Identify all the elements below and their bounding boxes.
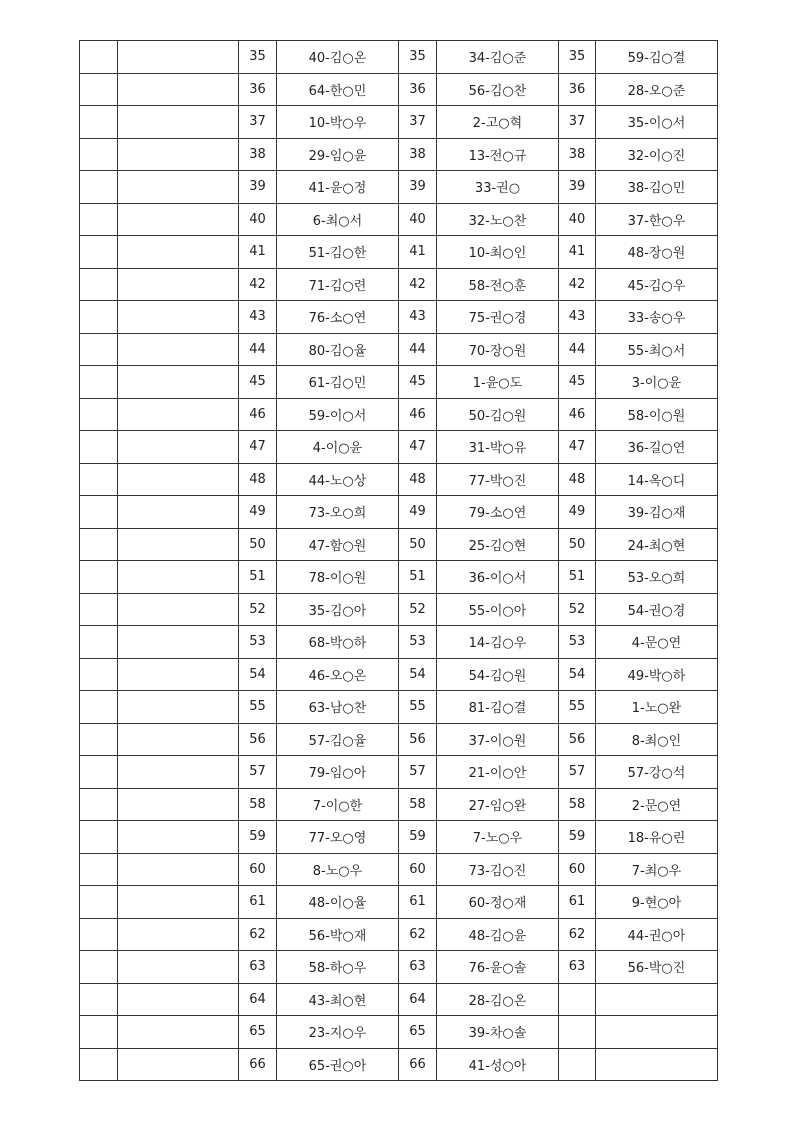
group3-number-cell: 55 — [559, 691, 596, 724]
group2-name-cell: 41-성○아 — [437, 1048, 559, 1081]
group3-name-cell: 37-한○우 — [596, 203, 718, 236]
blank-cell-2 — [118, 691, 239, 724]
group2-name-cell: 81-김○결 — [437, 691, 559, 724]
table-row — [80, 756, 718, 789]
blank-cell-2 — [118, 333, 239, 366]
group3-number-cell: 42 — [559, 268, 596, 301]
group1-name-cell: 63-남○찬 — [277, 691, 399, 724]
blank-cell-2 — [118, 1048, 239, 1081]
blank-cell-1 — [80, 398, 118, 431]
group3-name-cell: 35-이○서 — [596, 106, 718, 139]
group1-number-cell: 65 — [239, 1016, 277, 1049]
group3-number-cell — [559, 1048, 596, 1081]
blank-cell-1 — [80, 918, 118, 951]
group1-number-cell: 35 — [239, 41, 277, 74]
group2-number-cell: 49 — [399, 496, 437, 529]
group1-number-cell: 62 — [239, 918, 277, 951]
blank-cell-1 — [80, 1048, 118, 1081]
group3-number-cell: 46 — [559, 398, 596, 431]
group1-name-cell: 78-이○원 — [277, 561, 399, 594]
group2-number-cell: 42 — [399, 268, 437, 301]
group3-name-cell: 7-최○우 — [596, 853, 718, 886]
blank-cell-2 — [118, 366, 239, 399]
table-row — [80, 366, 718, 399]
group3-number-cell: 45 — [559, 366, 596, 399]
group2-name-cell: 33-권○ — [437, 171, 559, 204]
group1-number-cell: 44 — [239, 333, 277, 366]
group1-number-cell: 38 — [239, 138, 277, 171]
group1-name-cell: 7-이○한 — [277, 788, 399, 821]
group3-name-cell: 9-현○아 — [596, 886, 718, 919]
group3-number-cell: 49 — [559, 496, 596, 529]
group1-name-cell: 77-오○영 — [277, 821, 399, 854]
table-row — [80, 496, 718, 529]
blank-cell-1 — [80, 983, 118, 1016]
roster-table-body — [80, 41, 718, 1081]
group2-number-cell: 39 — [399, 171, 437, 204]
group3-number-cell: 53 — [559, 626, 596, 659]
table-row — [80, 41, 718, 74]
table-row — [80, 983, 718, 1016]
group3-number-cell: 41 — [559, 236, 596, 269]
group3-name-cell: 59-김○결 — [596, 41, 718, 74]
group2-name-cell: 14-김○우 — [437, 626, 559, 659]
group2-number-cell: 51 — [399, 561, 437, 594]
blank-cell-1 — [80, 853, 118, 886]
group3-name-cell: 36-길○연 — [596, 431, 718, 464]
blank-cell-2 — [118, 496, 239, 529]
blank-cell-1 — [80, 528, 118, 561]
table-row — [80, 788, 718, 821]
table-row — [80, 658, 718, 691]
group3-name-cell: 58-이○원 — [596, 398, 718, 431]
group2-name-cell: 55-이○아 — [437, 593, 559, 626]
group1-number-cell: 55 — [239, 691, 277, 724]
group3-number-cell: 54 — [559, 658, 596, 691]
blank-cell-1 — [80, 366, 118, 399]
blank-cell-2 — [118, 203, 239, 236]
blank-cell-1 — [80, 951, 118, 984]
blank-cell-2 — [118, 431, 239, 464]
group2-number-cell: 63 — [399, 951, 437, 984]
blank-cell-2 — [118, 593, 239, 626]
group3-number-cell: 61 — [559, 886, 596, 919]
group1-name-cell: 61-김○민 — [277, 366, 399, 399]
table-row — [80, 853, 718, 886]
group3-number-cell: 35 — [559, 41, 596, 74]
group2-name-cell: 54-김○원 — [437, 658, 559, 691]
group2-number-cell: 56 — [399, 723, 437, 756]
group3-name-cell: 24-최○현 — [596, 528, 718, 561]
group1-number-cell: 46 — [239, 398, 277, 431]
group2-name-cell: 1-윤○도 — [437, 366, 559, 399]
group3-name-cell — [596, 983, 718, 1016]
group2-name-cell: 58-전○훈 — [437, 268, 559, 301]
group2-number-cell: 46 — [399, 398, 437, 431]
group1-number-cell: 47 — [239, 431, 277, 464]
group3-name-cell: 54-권○경 — [596, 593, 718, 626]
group2-name-cell: 28-김○온 — [437, 983, 559, 1016]
group2-number-cell: 45 — [399, 366, 437, 399]
group1-name-cell: 40-김○온 — [277, 41, 399, 74]
group3-number-cell: 63 — [559, 951, 596, 984]
group1-name-cell: 10-박○우 — [277, 106, 399, 139]
group1-name-cell: 71-김○련 — [277, 268, 399, 301]
group3-name-cell: 56-박○진 — [596, 951, 718, 984]
group2-name-cell: 34-김○준 — [437, 41, 559, 74]
group1-name-cell: 80-김○율 — [277, 333, 399, 366]
group2-number-cell: 64 — [399, 983, 437, 1016]
table-row — [80, 593, 718, 626]
group1-number-cell: 39 — [239, 171, 277, 204]
group2-name-cell: 75-권○경 — [437, 301, 559, 334]
group2-name-cell: 25-김○현 — [437, 528, 559, 561]
group2-name-cell: 76-윤○솔 — [437, 951, 559, 984]
group2-name-cell: 37-이○원 — [437, 723, 559, 756]
group1-number-cell: 37 — [239, 106, 277, 139]
blank-cell-2 — [118, 658, 239, 691]
group3-number-cell: 40 — [559, 203, 596, 236]
blank-cell-2 — [118, 398, 239, 431]
blank-cell-2 — [118, 73, 239, 106]
table-row — [80, 171, 718, 204]
blank-cell-1 — [80, 333, 118, 366]
group1-number-cell: 54 — [239, 658, 277, 691]
group3-name-cell: 49-박○하 — [596, 658, 718, 691]
group1-number-cell: 58 — [239, 788, 277, 821]
group3-name-cell: 32-이○진 — [596, 138, 718, 171]
group3-name-cell: 3-이○윤 — [596, 366, 718, 399]
group3-number-cell: 36 — [559, 73, 596, 106]
blank-cell-1 — [80, 463, 118, 496]
group2-number-cell: 48 — [399, 463, 437, 496]
group1-number-cell: 52 — [239, 593, 277, 626]
group2-number-cell: 40 — [399, 203, 437, 236]
group3-name-cell: 1-노○완 — [596, 691, 718, 724]
group2-number-cell: 35 — [399, 41, 437, 74]
group3-number-cell: 58 — [559, 788, 596, 821]
blank-cell-2 — [118, 171, 239, 204]
table-row — [80, 203, 718, 236]
group1-name-cell: 79-임○아 — [277, 756, 399, 789]
table-row — [80, 561, 718, 594]
group1-number-cell: 63 — [239, 951, 277, 984]
blank-cell-1 — [80, 593, 118, 626]
blank-cell-1 — [80, 203, 118, 236]
blank-cell-1 — [80, 73, 118, 106]
group2-name-cell: 32-노○찬 — [437, 203, 559, 236]
group1-number-cell: 36 — [239, 73, 277, 106]
group2-number-cell: 37 — [399, 106, 437, 139]
group1-number-cell: 41 — [239, 236, 277, 269]
group3-number-cell — [559, 983, 596, 1016]
group3-name-cell: 2-문○연 — [596, 788, 718, 821]
blank-cell-1 — [80, 496, 118, 529]
group1-name-cell: 48-이○율 — [277, 886, 399, 919]
group2-name-cell: 36-이○서 — [437, 561, 559, 594]
group2-number-cell: 57 — [399, 756, 437, 789]
group1-number-cell: 51 — [239, 561, 277, 594]
group1-number-cell: 43 — [239, 301, 277, 334]
group3-name-cell: 14-옥○디 — [596, 463, 718, 496]
group3-name-cell — [596, 1048, 718, 1081]
group3-number-cell: 62 — [559, 918, 596, 951]
group1-name-cell: 6-최○서 — [277, 203, 399, 236]
table-row — [80, 333, 718, 366]
group1-name-cell: 76-소○연 — [277, 301, 399, 334]
group2-number-cell: 38 — [399, 138, 437, 171]
roster-table — [79, 40, 718, 1081]
group1-name-cell: 59-이○서 — [277, 398, 399, 431]
group2-number-cell: 60 — [399, 853, 437, 886]
group1-name-cell: 23-지○우 — [277, 1016, 399, 1049]
group1-name-cell: 4-이○윤 — [277, 431, 399, 464]
blank-cell-2 — [118, 626, 239, 659]
blank-cell-1 — [80, 106, 118, 139]
group2-name-cell: 79-소○연 — [437, 496, 559, 529]
blank-cell-1 — [80, 821, 118, 854]
group2-number-cell: 44 — [399, 333, 437, 366]
group2-number-cell: 53 — [399, 626, 437, 659]
group2-name-cell: 27-임○완 — [437, 788, 559, 821]
table-row — [80, 236, 718, 269]
group1-number-cell: 42 — [239, 268, 277, 301]
group3-number-cell: 43 — [559, 301, 596, 334]
blank-cell-2 — [118, 886, 239, 919]
group1-name-cell: 29-임○윤 — [277, 138, 399, 171]
group2-name-cell: 31-박○유 — [437, 431, 559, 464]
group2-number-cell: 59 — [399, 821, 437, 854]
group1-number-cell: 45 — [239, 366, 277, 399]
group3-number-cell: 38 — [559, 138, 596, 171]
group1-number-cell: 60 — [239, 853, 277, 886]
table-row — [80, 398, 718, 431]
group2-name-cell: 2-고○혁 — [437, 106, 559, 139]
blank-cell-1 — [80, 886, 118, 919]
table-row — [80, 821, 718, 854]
group1-name-cell: 65-권○아 — [277, 1048, 399, 1081]
blank-cell-1 — [80, 561, 118, 594]
group2-number-cell: 58 — [399, 788, 437, 821]
table-row — [80, 723, 718, 756]
group2-number-cell: 36 — [399, 73, 437, 106]
group3-number-cell: 50 — [559, 528, 596, 561]
blank-cell-1 — [80, 171, 118, 204]
blank-cell-2 — [118, 853, 239, 886]
group2-name-cell: 56-김○찬 — [437, 73, 559, 106]
table-row — [80, 301, 718, 334]
group2-number-cell: 55 — [399, 691, 437, 724]
blank-cell-1 — [80, 431, 118, 464]
table-row — [80, 1048, 718, 1081]
group3-name-cell: 48-장○원 — [596, 236, 718, 269]
blank-cell-2 — [118, 1016, 239, 1049]
group1-number-cell: 66 — [239, 1048, 277, 1081]
table-row — [80, 1016, 718, 1049]
blank-cell-2 — [118, 301, 239, 334]
blank-cell-1 — [80, 41, 118, 74]
group2-name-cell: 13-전○규 — [437, 138, 559, 171]
table-row — [80, 463, 718, 496]
table-row — [80, 951, 718, 984]
blank-cell-2 — [118, 41, 239, 74]
group1-name-cell: 44-노○상 — [277, 463, 399, 496]
blank-cell-1 — [80, 268, 118, 301]
group1-name-cell: 64-한○민 — [277, 73, 399, 106]
group2-number-cell: 62 — [399, 918, 437, 951]
group2-name-cell: 21-이○안 — [437, 756, 559, 789]
table-row — [80, 918, 718, 951]
blank-cell-1 — [80, 691, 118, 724]
group2-name-cell: 50-김○원 — [437, 398, 559, 431]
group2-number-cell: 65 — [399, 1016, 437, 1049]
group1-name-cell: 35-김○아 — [277, 593, 399, 626]
blank-cell-2 — [118, 463, 239, 496]
group3-name-cell: 38-김○민 — [596, 171, 718, 204]
blank-cell-1 — [80, 236, 118, 269]
group3-name-cell: 44-권○아 — [596, 918, 718, 951]
group2-number-cell: 43 — [399, 301, 437, 334]
blank-cell-1 — [80, 756, 118, 789]
blank-cell-1 — [80, 1016, 118, 1049]
group2-number-cell: 47 — [399, 431, 437, 464]
table-row — [80, 626, 718, 659]
group3-number-cell: 51 — [559, 561, 596, 594]
group3-name-cell: 8-최○인 — [596, 723, 718, 756]
group1-name-cell: 68-박○하 — [277, 626, 399, 659]
blank-cell-2 — [118, 951, 239, 984]
group1-number-cell: 53 — [239, 626, 277, 659]
table-row — [80, 106, 718, 139]
table-row — [80, 138, 718, 171]
group1-name-cell: 43-최○현 — [277, 983, 399, 1016]
group3-number-cell: 48 — [559, 463, 596, 496]
group3-number-cell: 52 — [559, 593, 596, 626]
table-row — [80, 691, 718, 724]
group1-name-cell: 46-오○온 — [277, 658, 399, 691]
group1-name-cell: 47-함○원 — [277, 528, 399, 561]
table-row — [80, 268, 718, 301]
group1-name-cell: 41-윤○정 — [277, 171, 399, 204]
group2-name-cell: 73-김○진 — [437, 853, 559, 886]
group2-number-cell: 41 — [399, 236, 437, 269]
blank-cell-1 — [80, 301, 118, 334]
group1-name-cell: 51-김○한 — [277, 236, 399, 269]
group2-number-cell: 52 — [399, 593, 437, 626]
group1-number-cell: 50 — [239, 528, 277, 561]
group2-name-cell: 7-노○우 — [437, 821, 559, 854]
group3-name-cell: 45-김○우 — [596, 268, 718, 301]
group3-name-cell: 28-오○준 — [596, 73, 718, 106]
table-row — [80, 528, 718, 561]
group3-name-cell: 55-최○서 — [596, 333, 718, 366]
blank-cell-2 — [118, 983, 239, 1016]
blank-cell-2 — [118, 756, 239, 789]
group3-number-cell: 39 — [559, 171, 596, 204]
group1-number-cell: 57 — [239, 756, 277, 789]
group3-number-cell: 37 — [559, 106, 596, 139]
group3-number-cell: 47 — [559, 431, 596, 464]
group3-number-cell: 57 — [559, 756, 596, 789]
group2-number-cell: 66 — [399, 1048, 437, 1081]
table-row — [80, 431, 718, 464]
group3-number-cell: 60 — [559, 853, 596, 886]
group3-number-cell: 44 — [559, 333, 596, 366]
group1-number-cell: 56 — [239, 723, 277, 756]
group1-name-cell: 57-김○율 — [277, 723, 399, 756]
blank-cell-2 — [118, 528, 239, 561]
group2-name-cell: 48-김○윤 — [437, 918, 559, 951]
blank-cell-2 — [118, 236, 239, 269]
group3-name-cell: 4-문○연 — [596, 626, 718, 659]
group1-number-cell: 49 — [239, 496, 277, 529]
group2-number-cell: 61 — [399, 886, 437, 919]
group3-name-cell: 57-강○석 — [596, 756, 718, 789]
group1-name-cell: 8-노○우 — [277, 853, 399, 886]
group1-name-cell: 73-오○희 — [277, 496, 399, 529]
group1-number-cell: 59 — [239, 821, 277, 854]
group2-name-cell: 60-정○재 — [437, 886, 559, 919]
group3-name-cell: 53-오○희 — [596, 561, 718, 594]
blank-cell-1 — [80, 788, 118, 821]
group3-name-cell: 39-김○재 — [596, 496, 718, 529]
blank-cell-1 — [80, 138, 118, 171]
group2-name-cell: 70-장○원 — [437, 333, 559, 366]
group3-name-cell: 33-송○우 — [596, 301, 718, 334]
table-row — [80, 73, 718, 106]
group2-name-cell: 10-최○인 — [437, 236, 559, 269]
blank-cell-1 — [80, 723, 118, 756]
blank-cell-2 — [118, 138, 239, 171]
blank-cell-2 — [118, 918, 239, 951]
group3-name-cell: 18-유○린 — [596, 821, 718, 854]
blank-cell-2 — [118, 723, 239, 756]
blank-cell-2 — [118, 106, 239, 139]
group2-name-cell: 39-차○솔 — [437, 1016, 559, 1049]
group3-number-cell — [559, 1016, 596, 1049]
blank-cell-2 — [118, 821, 239, 854]
group1-number-cell: 48 — [239, 463, 277, 496]
blank-cell-2 — [118, 268, 239, 301]
group1-number-cell: 40 — [239, 203, 277, 236]
group3-number-cell: 59 — [559, 821, 596, 854]
group1-name-cell: 56-박○재 — [277, 918, 399, 951]
blank-cell-1 — [80, 658, 118, 691]
table-row — [80, 886, 718, 919]
group2-number-cell: 50 — [399, 528, 437, 561]
blank-cell-2 — [118, 788, 239, 821]
group1-number-cell: 61 — [239, 886, 277, 919]
group1-number-cell: 64 — [239, 983, 277, 1016]
group3-number-cell: 56 — [559, 723, 596, 756]
group3-name-cell — [596, 1016, 718, 1049]
group2-number-cell: 54 — [399, 658, 437, 691]
blank-cell-1 — [80, 626, 118, 659]
group2-name-cell: 77-박○진 — [437, 463, 559, 496]
group1-name-cell: 58-하○우 — [277, 951, 399, 984]
blank-cell-2 — [118, 561, 239, 594]
